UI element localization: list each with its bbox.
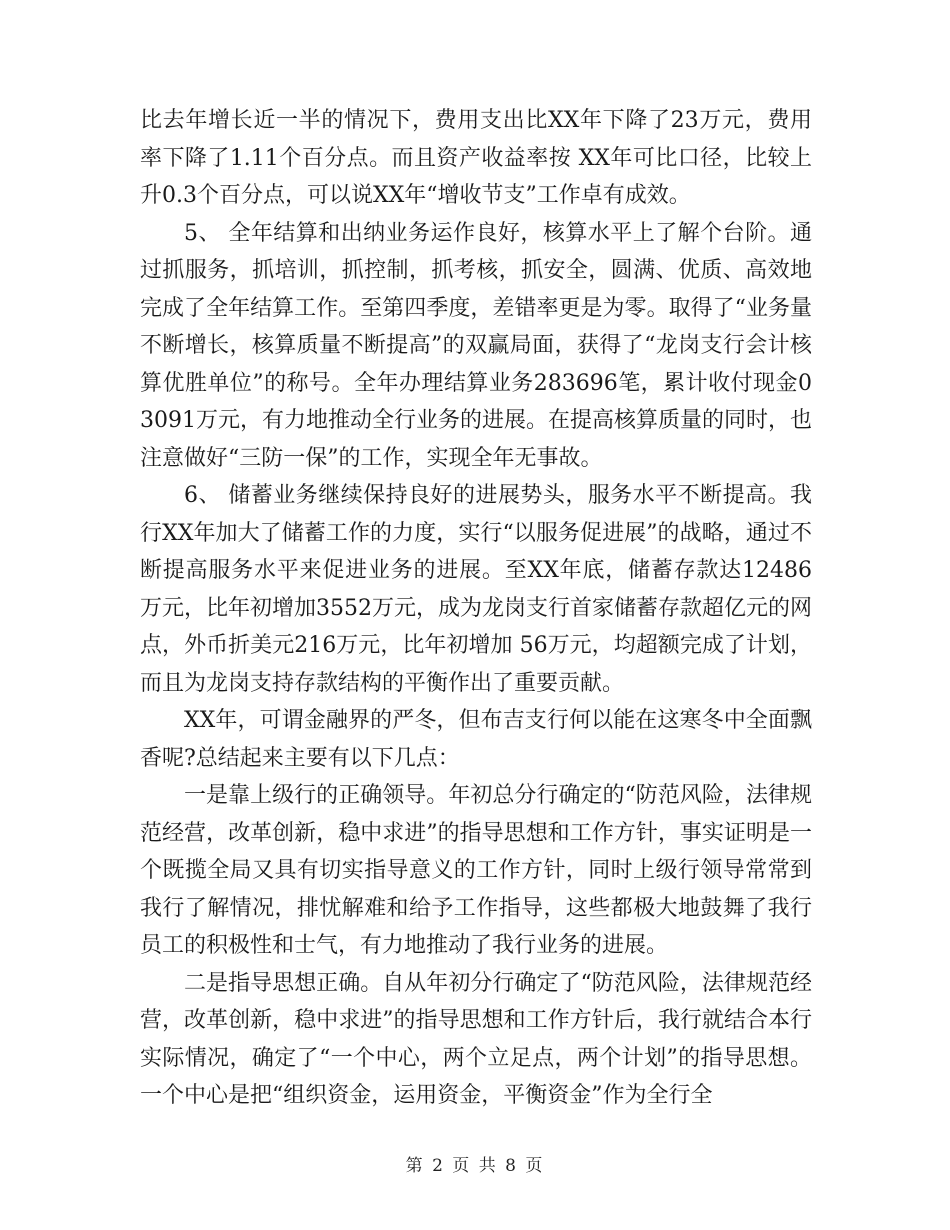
page-footer: 第 2 页 共 8 页 [405, 1156, 545, 1176]
paragraph-settlement-business: 5、 全年结算和出纳业务运作良好，核算水平上了解个台阶。通过抓服务，抓培训，抓控制，抓考核，抓安全，圆满、优质、高效地完成了全年结算工作。至第四季度，差错率更是为零。取得了“业务量不断增长，核算质量不断提高”的双赢局面，获得了“龙岗支行会计核算优胜单位”的称号。全年办理结算业务283696笔，累计收付现金03091万元，有力地推动全行业务的进展。在提高核算质量的同时，也注意做好“三防一保”的工作，实现全年无事故。 [140, 220, 812, 471]
paragraph-point-two: 二是指导思想正确。自从年初分行确定了“防范风险，法律规范经营，改革创新，稳中求进”的指导思想和工作方针后，我行就结合本行实际情况，确定了“一个中心，两个立足点，两个计划”的指导思想。一个中心是把“组织资金，运用资金，平衡资金”作为全行全 [140, 970, 812, 1108]
document-body [140, 102, 812, 1115]
paragraph-summary-intro: XX年，可谓金融界的严冬，但布吉支行何以能在这寒冬中全面飘香呢?总结起来主要有以下几点： [140, 708, 812, 771]
paragraph-cost-reduction: 比去年增长近一半的情况下，费用支出比XX年下降了23万元，费用率下降了1.11个百分点。而且资产收益率按 XX年可比口径，比较上升0.3个百分点，可以说XX年“增收节支”工作卓有成效。 [140, 108, 812, 208]
paragraph-savings-business: 6、 储蓄业务继续保持良好的进展势头，服务水平不断提高。我行XX年加大了储蓄工作的力度，实行“以服务促进展”的战略，通过不断提高服务水平来促进业务的进展。至XX年底，储蓄存款达12486万元，比年初增加3552万元，成为龙岗支行首家储蓄存款超亿元的网点，外币折美元216万元，比年初增加 56万元，均超额完成了计划，而且为龙岗支持存款结构的平衡作出了重要贡献。 [140, 483, 812, 696]
paragraph-point-one: 一是靠上级行的正确领导。年初总分行确定的“防范风险，法律规范经营，改革创新，稳中求进”的指导思想和工作方针，事实证明是一个既揽全局又具有切实指导意义的工作方针，同时上级行领导常常到我行了解情况，排忧解难和给予工作指导，这些都极大地鼓舞了我行员工的积极性和士气，有力地推动了我行业务的进展。 [140, 783, 812, 958]
